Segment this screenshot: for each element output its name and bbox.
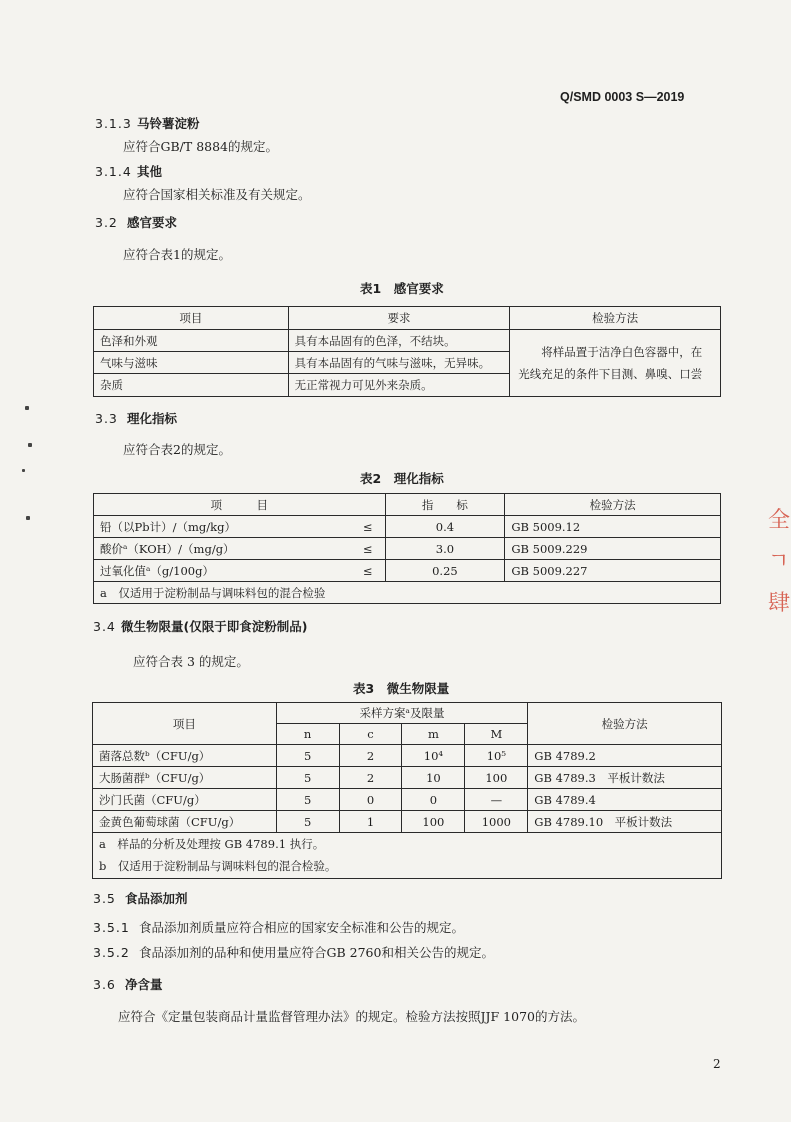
table1-cell: 杂质 [94,374,289,397]
table3-m: 100 [402,811,465,833]
section-3-2-body: 应符合表1的规定。 [123,247,231,262]
section-3-6-heading [93,975,163,993]
seal-char: 肆 [768,591,791,616]
table3-item: 菌落总数ᵇ（CFU/g） [93,745,277,767]
item-number: 3.5.1 [93,920,130,935]
scan-speck [25,406,29,410]
table3-method: GB 4789.4 [528,789,722,811]
section-3-3-body: 应符合表2的规定。 [123,442,231,457]
table2-operator: ≤ [305,560,385,582]
item-text: 食品添加剂质量应符合相应的国家安全标准和公告的规定。 [139,920,465,935]
table3-n: 5 [276,811,339,833]
scan-speck [26,516,30,520]
section-3-5-heading [93,889,188,907]
table3-M: 10⁵ [465,745,528,767]
table3-microbial [92,702,722,879]
table3-c: 1 [339,811,402,833]
table1-cell: 气味与滋味 [94,352,289,374]
table2-item: 铅（以Pb计）/（mg/kg） [94,516,306,538]
table2-item: 酸价ᵃ（KOH）/（mg/g） [94,538,306,560]
section-number: 3.3 [95,411,118,426]
table1-cell: 具有本品固有的色泽，不结块。 [288,330,510,352]
seal-mark: ㄱ [768,549,790,574]
section-title: 净含量 [125,977,163,992]
table1-method-cell: 将样品置于洁净白色容器中，在光线充足的条件下目测、鼻嗅、口尝 [510,330,721,397]
table3-m: 10 [402,767,465,789]
scan-speck [22,469,25,472]
table3-header-m: m [402,724,465,745]
section-3-1-4-body: 应符合国家相关标准及有关规定。 [123,187,311,202]
table2-header-item: 项 目 [94,494,386,516]
table2-header-index: 指 标 [385,494,505,516]
table3-method: GB 4789.10 平板计数法 [528,811,722,833]
section-title: 食品添加剂 [125,891,188,906]
table2-physicochemical [93,493,721,604]
table3-M: 1000 [465,811,528,833]
table3-header-item: 项目 [93,703,277,745]
table3-method: GB 4789.2 [528,745,722,767]
table3-item: 金黄色葡萄球菌（CFU/g） [93,811,277,833]
section-3-5-2 [93,943,494,961]
item-number: 3.5.2 [93,945,130,960]
section-number: 3.1.3 [95,116,132,131]
scan-speck [28,443,32,447]
section-3-3-heading [95,409,177,427]
section-title: 其他 [137,164,163,179]
table2-footnote: a 仅适用于淀粉制品与调味料包的混合检验 [94,582,721,604]
table1-cell: 具有本品固有的气味与滋味，无异味。 [288,352,510,374]
table1-cell: 无正常视力可见外来杂质。 [288,374,510,397]
table3-M: 100 [465,767,528,789]
section-number: 3.6 [93,977,116,992]
section-number: 3.5 [93,891,116,906]
table3-footnote-a: a 样品的分析及处理按 GB 4789.1 执行。 [93,833,722,855]
section-3-5-1 [93,918,464,936]
table3-n: 5 [276,789,339,811]
table2-method: GB 5009.12 [505,516,721,538]
table3-item: 沙门氏菌（CFU/g） [93,789,277,811]
section-3-4-heading [93,617,307,635]
table3-header-method: 检验方法 [528,703,722,745]
table3-n: 5 [276,745,339,767]
table2-value: 0.25 [385,560,505,582]
section-number: 3.1.4 [95,164,132,179]
page-number: 2 [713,1057,721,1071]
table3-footnote-b: b 仅适用于淀粉制品与调味料包的混合检验。 [93,855,722,879]
section-title: 微生物限量(仅限于即食淀粉制品) [121,619,308,634]
table2-method: GB 5009.229 [505,538,721,560]
standard-code: Q/SMD 0003 S—2019 [560,90,685,104]
table2-value: 0.4 [385,516,505,538]
table3-header-n: n [276,724,339,745]
table2-item: 过氧化值ᵃ（g/100g） [94,560,306,582]
table3-m: 0 [402,789,465,811]
table3-n: 5 [276,767,339,789]
table2-operator: ≤ [305,516,385,538]
item-text: 食品添加剂的品种和使用量应符合GB 2760和相关公告的规定。 [139,945,494,960]
table3-header-c: c [339,724,402,745]
table2-operator: ≤ [305,538,385,560]
table3-c: 0 [339,789,402,811]
table3-item: 大肠菌群ᵇ（CFU/g） [93,767,277,789]
table2-header-method: 检验方法 [505,494,721,516]
section-title: 马铃薯淀粉 [137,116,200,131]
section-3-2-heading [95,213,177,231]
table3-header-M: M [465,724,528,745]
section-3-1-4-heading [95,162,162,180]
seal-char: 全 [768,508,791,533]
table2-method: GB 5009.227 [505,560,721,582]
table3-header-plan: 采样方案ᵃ及限量 [276,703,528,724]
section-3-6-body: 应符合《定量包装商品计量监督管理办法》的规定。检验方法按照JJF 1070的方法。 [118,1009,585,1024]
section-number: 3.2 [95,215,118,230]
section-3-1-3-heading [95,114,200,132]
table3-M: — [465,789,528,811]
table3-caption: 表3 微生物限量 [353,681,450,696]
table3-c: 2 [339,745,402,767]
table1-sensory [93,306,721,397]
table1-caption: 表1 感官要求 [360,281,444,296]
section-3-4-body: 应符合表 3 的规定。 [133,654,249,669]
table3-method: GB 4789.3 平板计数法 [528,767,722,789]
table1-header-requirement: 要求 [288,307,510,330]
section-title: 理化指标 [127,411,178,426]
table2-caption: 表2 理化指标 [360,471,444,486]
table1-header-method: 检验方法 [510,307,721,330]
seal-stamp-fragment [768,500,790,626]
table3-c: 2 [339,767,402,789]
table3-m: 10⁴ [402,745,465,767]
section-title: 感官要求 [127,215,178,230]
section-number: 3.4 [93,619,116,634]
section-3-1-3-body: 应符合GB/T 8884的规定。 [123,139,279,154]
table1-cell: 色泽和外观 [94,330,289,352]
table1-header-item: 项目 [94,307,289,330]
table2-value: 3.0 [385,538,505,560]
